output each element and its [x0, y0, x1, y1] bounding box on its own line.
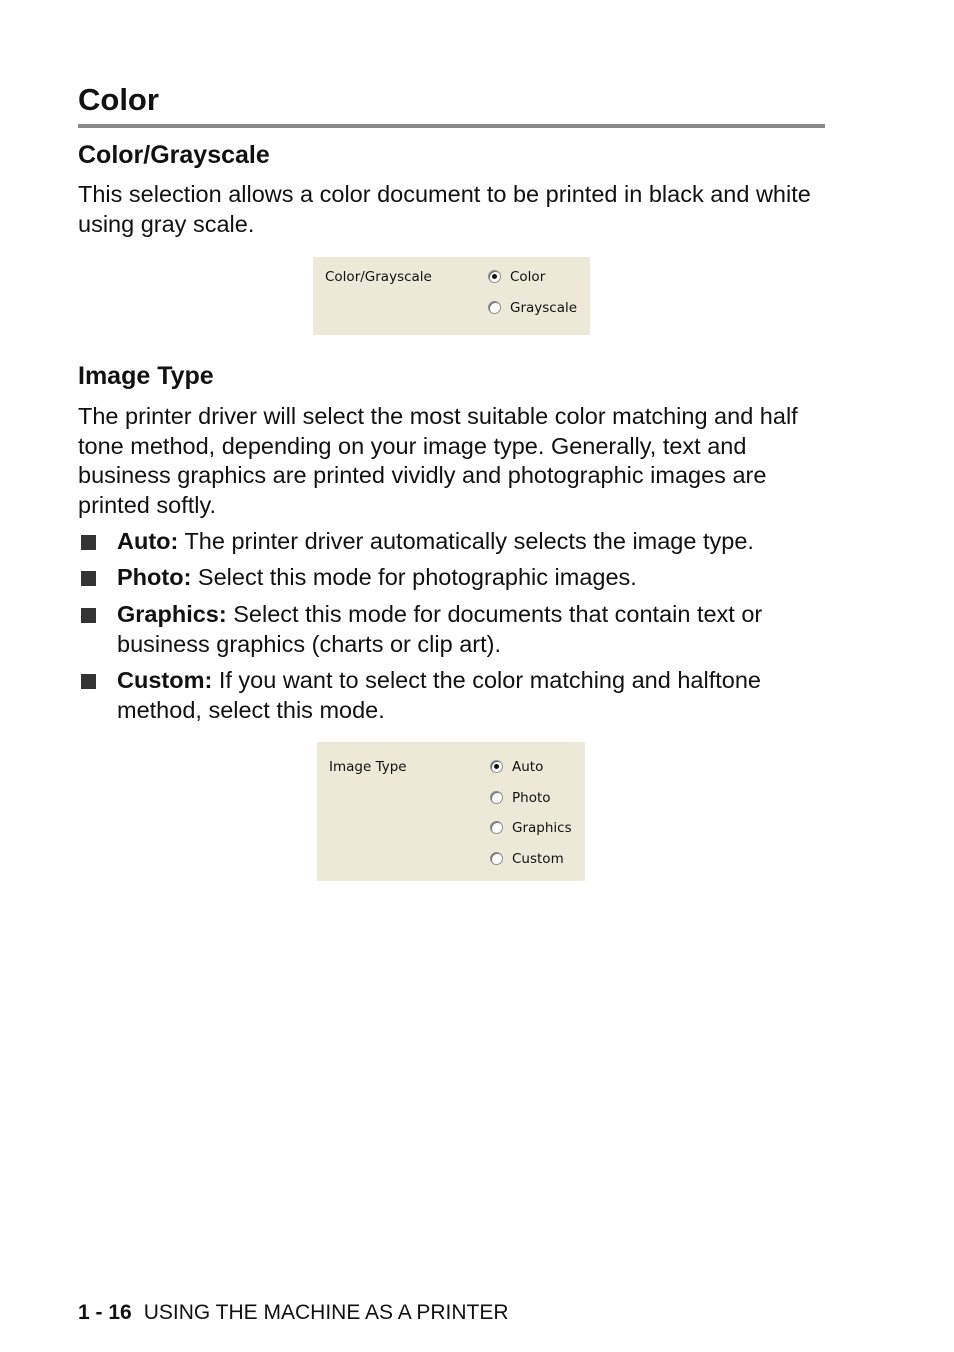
- radio-label-photo: Photo: [512, 790, 551, 806]
- radio-unselected-icon: [490, 852, 503, 865]
- radio-label-grayscale: Grayscale: [510, 300, 578, 316]
- radio-label-custom: Custom: [512, 851, 564, 867]
- radio-selected-icon: [488, 270, 501, 283]
- bullet-text: If you want to select the color matching and halftone method, select this mode.: [117, 667, 761, 723]
- page-number: 1 - 16: [78, 1301, 132, 1324]
- section-body-color-grayscale: This selection allows a color document to be printed in black and white using gray scale.: [78, 181, 811, 237]
- bullet-term: Custom:: [117, 667, 213, 693]
- page-title: Color: [78, 82, 159, 117]
- chapter-title: USING THE MACHINE AS A PRINTER: [143, 1301, 509, 1324]
- title-divider: [78, 124, 825, 128]
- bullet-square-icon: [81, 571, 96, 586]
- radio-label-graphics: Graphics: [512, 820, 572, 836]
- radio-unselected-icon: [488, 301, 501, 314]
- bullet-term: Photo:: [117, 564, 192, 590]
- radio-label-color: Color: [510, 269, 546, 285]
- image-type-dialog: [317, 742, 585, 881]
- bullet-text: The printer driver automatically selects the image type.: [178, 528, 754, 554]
- section-heading-image-type: Image Type: [78, 362, 214, 390]
- radio-unselected-icon: [490, 791, 503, 804]
- radio-unselected-icon: [490, 821, 503, 834]
- bullet-square-icon: [81, 674, 96, 689]
- bullet-square-icon: [81, 608, 96, 623]
- page-footer: [78, 1300, 509, 1326]
- radio-selected-icon: [490, 760, 503, 773]
- color-grayscale-dialog: [313, 257, 590, 335]
- color-grayscale-label: Color/Grayscale: [325, 269, 432, 285]
- bullet-term: Graphics:: [117, 601, 227, 627]
- bullet-term: Auto:: [117, 528, 179, 554]
- image-type-label: Image Type: [329, 759, 407, 775]
- bullet-text: Select this mode for photographic images.: [191, 564, 637, 590]
- radio-label-auto: Auto: [512, 759, 544, 775]
- bullet-square-icon: [81, 535, 96, 550]
- section-body-image-type: The printer driver will select the most suitable color matching and half tone method, depending on your image type. Generally, text and business graphics are printed vividly and photographic images are printed softly.: [78, 403, 798, 519]
- bullet-text: Select this mode for documents that contain text or business graphics (charts or clip art).: [117, 601, 763, 657]
- section-heading-color-grayscale: Color/Grayscale: [78, 141, 270, 169]
